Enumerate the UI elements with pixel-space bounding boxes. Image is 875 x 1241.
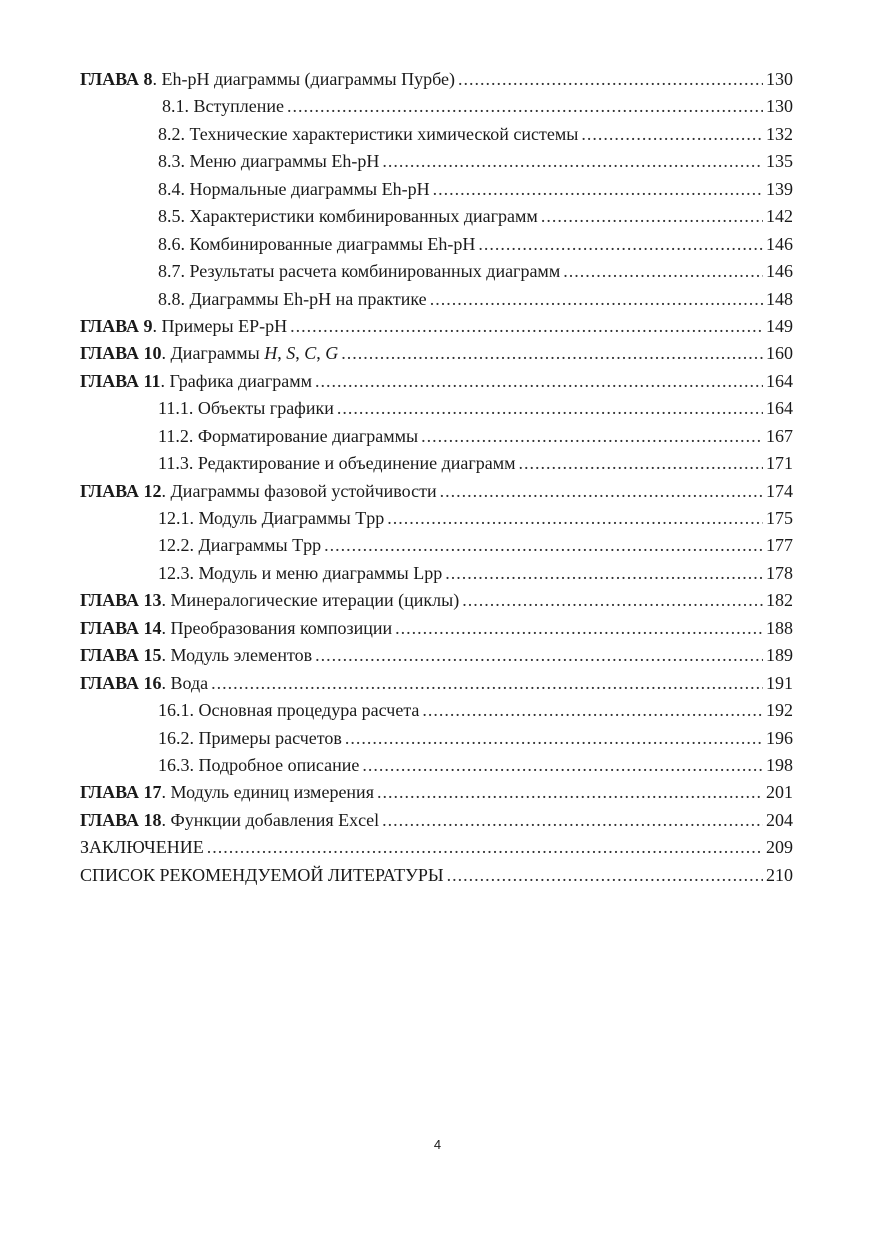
toc-page-number: 191 bbox=[766, 672, 793, 693]
toc-entry bbox=[80, 368, 793, 395]
toc-entry-title bbox=[158, 258, 560, 285]
dot-leader bbox=[315, 368, 763, 395]
toc-entry bbox=[80, 450, 793, 477]
toc-page-number: 174 bbox=[766, 480, 793, 501]
dot-leader bbox=[519, 450, 763, 477]
toc-page-number: 160 bbox=[766, 343, 793, 364]
toc-entry-title bbox=[158, 697, 419, 724]
toc-entry-title bbox=[158, 176, 430, 203]
toc-entry bbox=[80, 752, 793, 779]
toc-page-number: 142 bbox=[766, 206, 793, 227]
toc-entry bbox=[80, 258, 793, 285]
toc-entry-text: . Модуль элементов bbox=[161, 645, 313, 666]
toc-entry-title bbox=[80, 587, 459, 614]
toc-entry-text: . Диаграммы H, S, C, G bbox=[161, 343, 339, 364]
toc-entry bbox=[80, 587, 793, 614]
toc-page-number: 210 bbox=[766, 864, 793, 885]
toc-entry-text: СПИСОК РЕКОМЕНДУЕМОЙ ЛИТЕРАТУРЫ bbox=[80, 864, 444, 885]
dot-leader bbox=[382, 148, 763, 175]
dot-leader bbox=[207, 834, 763, 861]
toc-entry-text: . Функции добавления Excel bbox=[161, 809, 380, 830]
dot-leader bbox=[445, 560, 763, 587]
dot-leader bbox=[324, 532, 763, 559]
chapter-label: ГЛАВА 8 bbox=[80, 69, 153, 89]
chapter-label: ГЛАВА 17 bbox=[80, 782, 162, 803]
toc-entry bbox=[80, 532, 793, 559]
dot-leader bbox=[440, 478, 763, 505]
dot-leader bbox=[478, 231, 763, 258]
dot-leader bbox=[395, 615, 763, 642]
dot-leader bbox=[287, 93, 763, 120]
toc-entry-title bbox=[158, 231, 475, 258]
toc-entry-text: 11.2. Форматирование диаграммы bbox=[158, 425, 419, 446]
toc-entry bbox=[80, 807, 793, 834]
toc-entry-title bbox=[80, 670, 208, 697]
chapter-label: ГЛАВА 11 bbox=[80, 370, 161, 391]
dot-leader bbox=[211, 670, 763, 697]
toc-page-number: 167 bbox=[766, 425, 793, 446]
dot-leader bbox=[563, 258, 763, 285]
toc-page-number: 146 bbox=[766, 261, 793, 282]
chapter-label: ГЛАВА 15 bbox=[80, 645, 162, 666]
toc-entry-text: 8.1. Вступление bbox=[162, 96, 284, 117]
toc-page-number: 149 bbox=[766, 315, 793, 336]
toc-entry bbox=[80, 340, 793, 367]
toc-entry bbox=[80, 231, 793, 258]
dot-leader bbox=[382, 807, 763, 834]
toc-page-number: 198 bbox=[766, 754, 793, 775]
dot-leader bbox=[377, 779, 763, 806]
toc-page-number: 177 bbox=[766, 535, 793, 556]
toc-entry-title bbox=[80, 779, 374, 806]
toc-page-number: 171 bbox=[766, 453, 793, 474]
toc-entry-text: 11.1. Объекты графики bbox=[158, 398, 334, 419]
dot-leader bbox=[430, 286, 763, 313]
toc-entry bbox=[80, 286, 793, 313]
dot-leader bbox=[433, 176, 763, 203]
toc-entry bbox=[80, 478, 793, 505]
table-of-contents bbox=[80, 66, 793, 889]
dot-leader bbox=[421, 423, 763, 450]
toc-entry-text: . Минералогические итерации (циклы) bbox=[161, 590, 460, 611]
toc-entry-title bbox=[158, 286, 427, 313]
toc-entry-title bbox=[80, 368, 312, 395]
toc-page-number: 196 bbox=[766, 727, 793, 748]
toc-entry bbox=[80, 121, 793, 148]
dot-leader bbox=[341, 340, 763, 367]
toc-entry bbox=[80, 148, 793, 175]
toc-page-number: 209 bbox=[766, 837, 793, 858]
toc-entry-title bbox=[80, 862, 444, 889]
toc-entry-title bbox=[162, 93, 284, 120]
toc-entry bbox=[80, 642, 793, 669]
toc-page-number: 164 bbox=[766, 398, 793, 419]
toc-entry-title bbox=[80, 478, 437, 505]
toc-page-number: 204 bbox=[766, 809, 793, 830]
toc-page-number: 135 bbox=[766, 151, 793, 172]
dot-leader bbox=[422, 697, 763, 724]
toc-entry-text: 16.2. Примеры расчетов bbox=[158, 727, 342, 748]
toc-entry bbox=[80, 313, 793, 340]
toc-entry bbox=[80, 423, 793, 450]
toc-page-number: 132 bbox=[766, 123, 793, 144]
toc-entry bbox=[80, 66, 793, 93]
toc-entry-title bbox=[80, 615, 392, 642]
toc-entry-text: 8.7. Результаты расчета комбинированных диаграмм bbox=[158, 261, 561, 282]
dot-leader bbox=[362, 752, 763, 779]
toc-entry-text: 8.8. Диаграммы Eh-pH на практике bbox=[158, 288, 427, 309]
toc-entry bbox=[80, 615, 793, 642]
toc-entry bbox=[80, 176, 793, 203]
toc-page-number: 139 bbox=[766, 178, 793, 199]
toc-entry-text: 16.3. Подробное описание bbox=[158, 754, 360, 775]
toc-page-number: 178 bbox=[766, 562, 793, 583]
toc-entry-title bbox=[158, 725, 342, 752]
toc-entry bbox=[80, 203, 793, 230]
dot-leader bbox=[290, 313, 763, 340]
toc-entry-text: . Примеры EP-pH bbox=[152, 315, 288, 336]
dot-leader bbox=[541, 203, 763, 230]
toc-page-number: 175 bbox=[766, 508, 793, 528]
toc-entry-text: 11.3. Редактирование и объединение диаграмм bbox=[158, 453, 516, 474]
toc-entry-title bbox=[158, 752, 359, 779]
dot-leader bbox=[462, 587, 763, 614]
chapter-label: ГЛАВА 16 bbox=[80, 672, 162, 693]
toc-entry bbox=[80, 93, 793, 120]
toc-entry bbox=[80, 779, 793, 806]
toc-entry-title bbox=[158, 203, 538, 230]
dot-leader bbox=[581, 121, 763, 148]
toc-page-number: 146 bbox=[766, 233, 793, 254]
toc-entry-text: . Модуль единиц измерения bbox=[161, 782, 374, 803]
toc-entry-text: 12.2. Диаграммы Tpp bbox=[158, 535, 322, 556]
toc-entry-text: . Вода bbox=[161, 672, 209, 693]
toc-entry-title bbox=[158, 450, 516, 477]
toc-page-number: 130 bbox=[766, 69, 793, 89]
toc-entry-text: . Eh-pH диаграммы (диаграммы Пурбе) bbox=[152, 69, 455, 89]
dot-leader bbox=[315, 642, 763, 669]
toc-entry-text: 12.1. Модуль Диаграммы Tpp bbox=[158, 508, 385, 528]
toc-entry bbox=[80, 505, 793, 532]
toc-page-number: 182 bbox=[766, 590, 793, 611]
chapter-label: ГЛАВА 9 bbox=[80, 315, 153, 336]
dot-leader bbox=[337, 395, 763, 422]
toc-entry-text: . Графика диаграмм bbox=[160, 370, 312, 391]
toc-entry-title bbox=[158, 505, 384, 532]
toc-page-number: 130 bbox=[766, 96, 793, 117]
toc-entry bbox=[80, 560, 793, 587]
toc-entry bbox=[80, 862, 793, 889]
toc-entry-title bbox=[80, 340, 338, 367]
toc-entry bbox=[80, 834, 793, 861]
toc-entry bbox=[80, 697, 793, 724]
toc-entry-text: . Преобразования композиции bbox=[161, 617, 393, 638]
page-number: 4 bbox=[433, 1137, 442, 1152]
dot-leader bbox=[387, 505, 763, 532]
toc-entry-title bbox=[158, 532, 321, 559]
toc-entry-title bbox=[158, 121, 578, 148]
toc-entry-text: 8.3. Меню диаграммы Eh-pH bbox=[158, 151, 380, 172]
toc-page-number: 189 bbox=[766, 645, 793, 666]
toc-entry bbox=[80, 395, 793, 422]
toc-entry-text: . Диаграммы фазовой устойчивости bbox=[161, 480, 437, 501]
chapter-label: ГЛАВА 13 bbox=[80, 590, 162, 611]
toc-entry-text: 8.2. Технические характеристики химической системы bbox=[158, 123, 579, 144]
chapter-label: ГЛАВА 12 bbox=[80, 480, 162, 501]
chapter-label: ГЛАВА 18 bbox=[80, 809, 162, 830]
toc-entry-title bbox=[158, 560, 442, 587]
chapter-label: ГЛАВА 10 bbox=[80, 343, 162, 364]
toc-page-number: 192 bbox=[766, 700, 793, 721]
toc-entry-title bbox=[158, 395, 334, 422]
toc-entry-text: 8.5. Характеристики комбинированных диаграмм bbox=[158, 206, 538, 227]
toc-page-number: 188 bbox=[766, 617, 793, 638]
toc-entry-title bbox=[80, 834, 204, 861]
toc-entry-title bbox=[80, 66, 455, 93]
toc-entry-text: 8.6. Комбинированные диаграммы Eh-pH bbox=[158, 233, 476, 254]
toc-page-number: 201 bbox=[766, 782, 793, 803]
toc-entry-title bbox=[80, 642, 312, 669]
toc-entry-title bbox=[158, 423, 418, 450]
toc-entry-text: 16.1. Основная процедура расчета bbox=[158, 700, 420, 721]
toc-entry-title bbox=[80, 807, 379, 834]
chapter-label: ГЛАВА 14 bbox=[80, 617, 162, 638]
toc-entry-title bbox=[80, 313, 287, 340]
toc-entry bbox=[80, 725, 793, 752]
toc-entry-title bbox=[158, 148, 379, 175]
toc-page-number: 148 bbox=[766, 288, 793, 309]
toc-entry-text: 12.3. Модуль и меню диаграммы Lpp bbox=[158, 562, 443, 583]
dot-leader bbox=[447, 862, 763, 889]
toc-entry-text: 8.4. Нормальные диаграммы Eh-pH bbox=[158, 178, 430, 199]
dot-leader bbox=[458, 66, 763, 93]
toc-entry bbox=[80, 670, 793, 697]
toc-page-number: 164 bbox=[766, 370, 793, 391]
dot-leader bbox=[345, 725, 763, 752]
toc-entry-text: ЗАКЛЮЧЕНИЕ bbox=[80, 837, 204, 858]
